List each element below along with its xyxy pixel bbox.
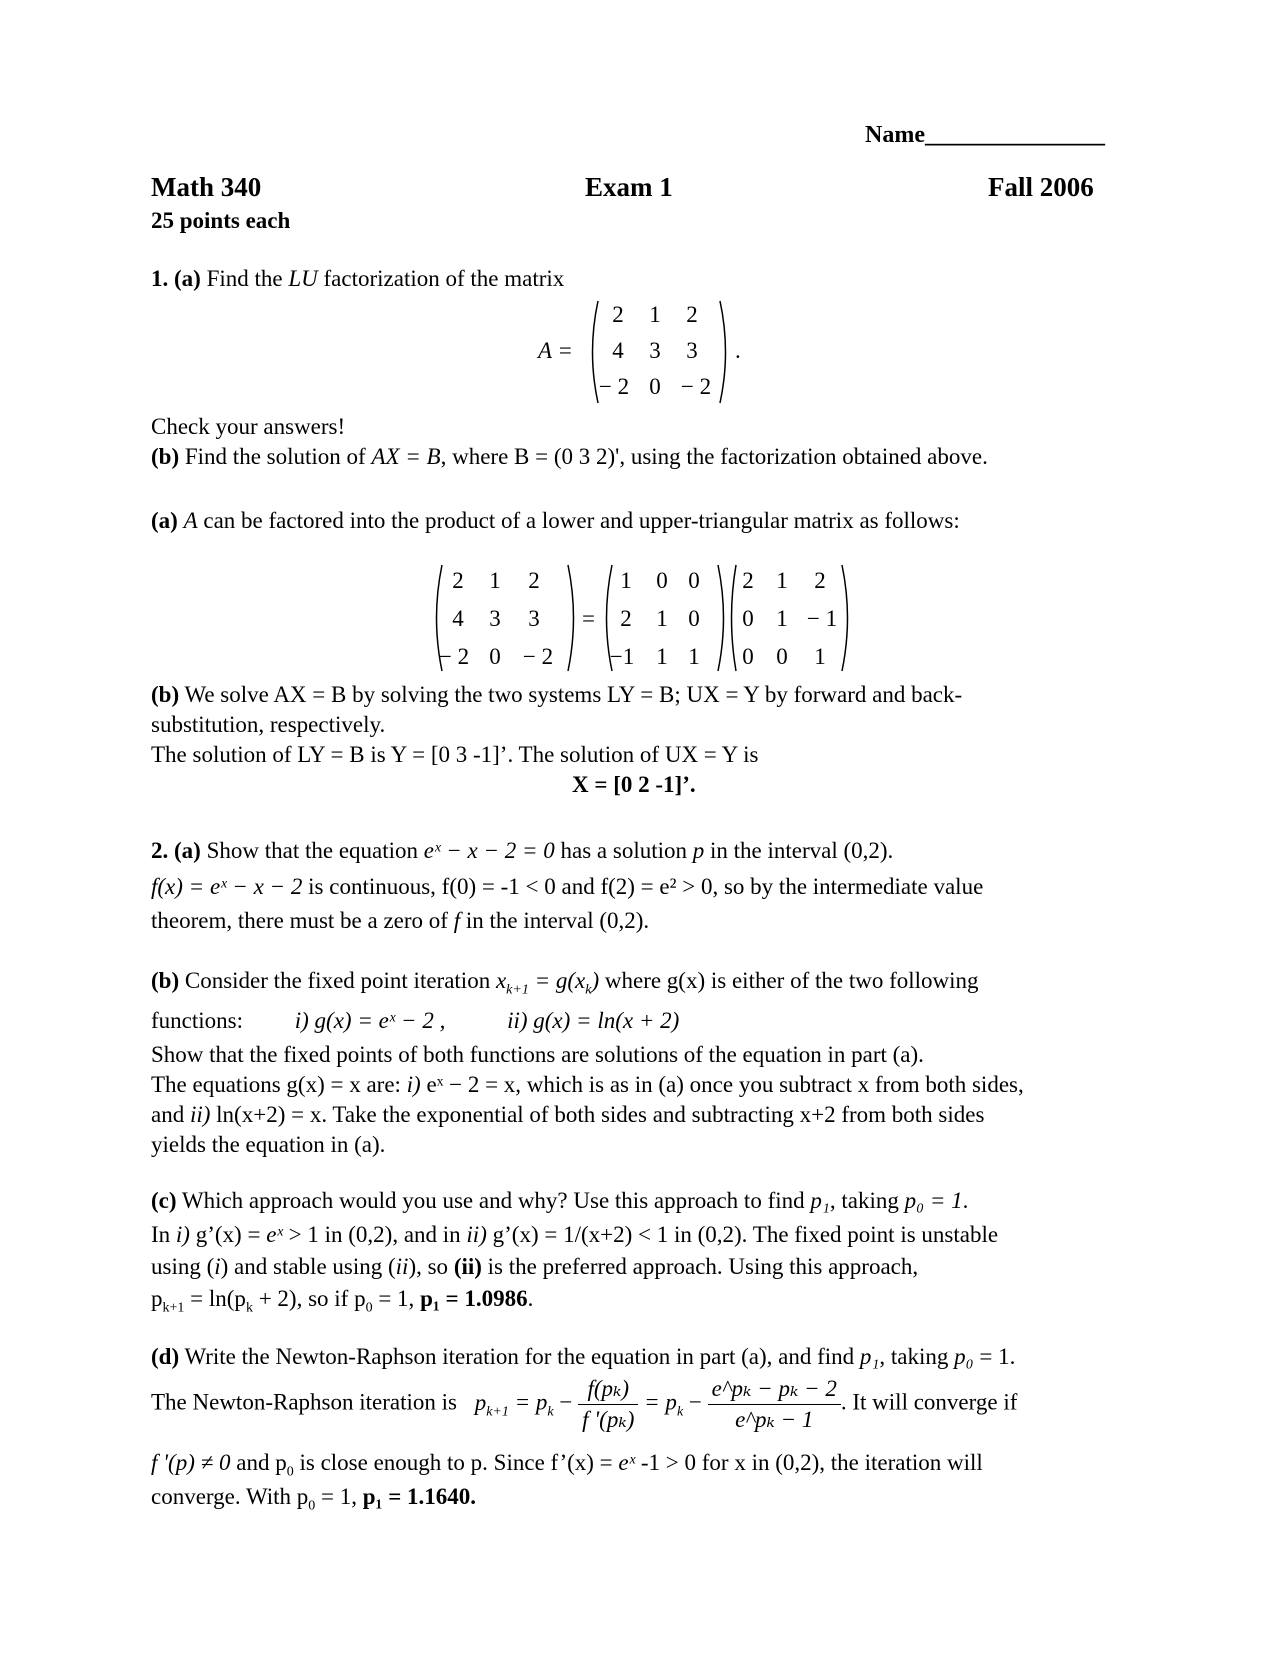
- newton-fraction-1: $\frac{\text{f(pₖ)}}{\text{f '(pₖ)}}$: [578, 1374, 638, 1435]
- matrix-a-cell: 3: [649, 338, 661, 363]
- q1a-prompt: 1. (a) Find the LU factorization of the matrix: [151, 266, 565, 291]
- exam-term: Fall 2006: [988, 172, 1094, 202]
- matrix-u-cell: − 1: [806, 606, 838, 631]
- matrix-a-cell: − 2: [598, 374, 630, 399]
- q2d-newton-formula: The Newton-Raphson iteration is $p_{k+1} = p_k$ − $\frac{\text{f(pₖ)}}{\text{f '(pₖ)}}$ = $p_k$ − $\frac{\text{e\textasciicircum{}pₖ − pₖ − 2}}{\text{e\textasciicircum{}pₖ − 1}}$ . It will converge if: [151, 1374, 1017, 1435]
- matrix-l: [600, 562, 726, 674]
- matrix-a-label: A =: [538, 338, 573, 363]
- matrix-u-cell: 0: [776, 644, 788, 669]
- matrix-m-cell: 2: [452, 568, 464, 593]
- check-note: Check your answers!: [151, 414, 346, 439]
- matrix-m-cell: 0: [489, 644, 501, 669]
- q1b-answer: X = [0 2 -1]’.: [572, 772, 696, 797]
- name-label: Name: [865, 122, 925, 148]
- lu-equals: =: [582, 606, 595, 631]
- q1b-solution-line3: The solution of LY = B is Y = [0 3 -1]’. The solution of UX = Y is: [151, 742, 759, 767]
- q2d-prompt: (d) Write the Newton-Raphson iteration for the equation in part (a), and find p₁, taking p₀ = 1.: [151, 1344, 1016, 1369]
- q2b-solution-line2: and ii) ln(x+2) = x. Take the exponential of both sides and subtracting x+2 from both sides: [151, 1102, 985, 1127]
- points-note: 25 points each: [151, 208, 291, 233]
- q2b-show: Show that the fixed points of both functions are solutions of the equation in part (a).: [151, 1042, 924, 1067]
- q2b-solution-line1: The equations g(x) = x are: i) eˣ − 2 = x, which is as in (a) once you subtract x from both sides,: [151, 1072, 1024, 1097]
- matrix-l-cell: 0: [688, 568, 700, 593]
- matrix-a-cell: 1: [649, 302, 661, 327]
- matrix-a-cell: 4: [612, 338, 624, 363]
- q1b-solution-line2: substitution, respectively.: [151, 712, 386, 737]
- matrix-l-cell: 0: [656, 568, 668, 593]
- matrix-l-cell: −1: [609, 644, 635, 669]
- name-field: [865, 120, 1105, 151]
- matrix-m-cell: 4: [452, 606, 464, 631]
- q2c-solution-line1: In i) g’(x) = eˣ > 1 in (0,2), and in ii) g’(x) = 1/(x+2) < 1 in (0,2). The fixed point is unstable: [151, 1222, 999, 1247]
- q2c-solution-line2: using (i) and stable using (ii), so (ii) is the preferred approach. Using this approach,: [151, 1254, 919, 1279]
- matrix-a-period: .: [735, 338, 741, 363]
- q2c-prompt: (c) Which approach would you use and why? Use this approach to find p₁, taking p₀ = 1.: [151, 1188, 969, 1213]
- q1b-solution-line1: (b) We solve AX = B by solving the two systems LY = B; UX = Y by forward and back-: [151, 682, 963, 707]
- matrix-u-cell: 1: [776, 606, 788, 631]
- matrix-a-cell: 2: [686, 302, 698, 327]
- matrix-l-cell: 1: [656, 606, 668, 631]
- q2b-functions: functions: i) g(x) = eˣ − 2 , ii) g(x) = ln(x + 2): [151, 1008, 680, 1033]
- matrix-m-cell: − 2: [438, 644, 470, 669]
- matrix-l-cell: 2: [620, 606, 632, 631]
- matrix-u: [728, 562, 852, 674]
- matrix-u-cell: 1: [814, 644, 826, 669]
- matrix-l-cell: 1: [688, 644, 700, 669]
- matrix-m-cell: 3: [528, 606, 540, 631]
- matrix-l-cell: 1: [656, 644, 668, 669]
- matrix-u-cell: 2: [742, 568, 754, 593]
- q2a-solution-line1: f(x) = eˣ − x − 2 is continuous, f(0) = -1 < 0 and f(2) = e² > 0, so by the intermediate value: [151, 874, 984, 899]
- matrix-l-cell: 1: [620, 568, 632, 593]
- exam-title: Exam 1: [585, 172, 673, 202]
- q2b-solution-line3: yields the equation in (a).: [151, 1132, 386, 1157]
- q2b-prompt: (b) Consider the fixed point iteration $x_{k+1} = g(x_k)$ where g(x) is either of the two following: [151, 968, 979, 998]
- q2d-solution-line3: converge. With $p_0 = 1$, p₁ = 1.1640.: [151, 1484, 477, 1514]
- q2d-solution-line2: f '(p) ≠ 0 and $p_0$ is close enough to p. Since f’(x) = eˣ -1 > 0 for x in (0,2), the iteration will: [151, 1450, 983, 1480]
- matrix-m-cell: − 2: [522, 644, 554, 669]
- matrix-u-cell: 0: [742, 606, 754, 631]
- matrix-u-cell: 2: [814, 568, 826, 593]
- name-blank: _______________: [924, 122, 1105, 148]
- matrix-a-cell: 2: [612, 302, 624, 327]
- newton-fraction-2: $\frac{\text{e\textasciicircum{}pₖ − pₖ − 2}}{\text{e\textasciicircum{}pₖ − 1}}$: [708, 1374, 841, 1435]
- matrix-m-cell: 3: [489, 606, 501, 631]
- matrix-m-cell: 1: [489, 568, 501, 593]
- q2a-prompt: 2. (a) Show that the equation eˣ − x − 2 = 0 has a solution p in the interval (0,2).: [151, 838, 894, 863]
- q2a-solution-line2: theorem, there must be a zero of f in the interval (0,2).: [151, 908, 650, 933]
- matrix-m: [430, 562, 580, 674]
- matrix-a: [584, 298, 734, 406]
- matrix-m-cell: 2: [528, 568, 540, 593]
- q2c-solution-line3: $p_{k+1} = \ln(p_k + 2)$, so if $p_0 = 1$, p₁ = 1.0986.: [151, 1286, 534, 1316]
- matrix-u-cell: 1: [776, 568, 788, 593]
- matrix-a-cell: 3: [686, 338, 698, 363]
- q1a-solution-intro: (a) A can be factored into the product of a lower and upper-triangular matrix as follows:: [151, 508, 960, 533]
- matrix-a-cell: − 2: [680, 374, 712, 399]
- matrix-u-cell: 0: [742, 644, 754, 669]
- course-title: Math 340: [151, 172, 262, 202]
- matrix-a-cell: 0: [649, 374, 661, 399]
- matrix-l-cell: 0: [688, 606, 700, 631]
- q1b-prompt: (b) Find the solution of AX = B, where B = (0 3 2)', using the factorization obtained above.: [151, 444, 988, 469]
